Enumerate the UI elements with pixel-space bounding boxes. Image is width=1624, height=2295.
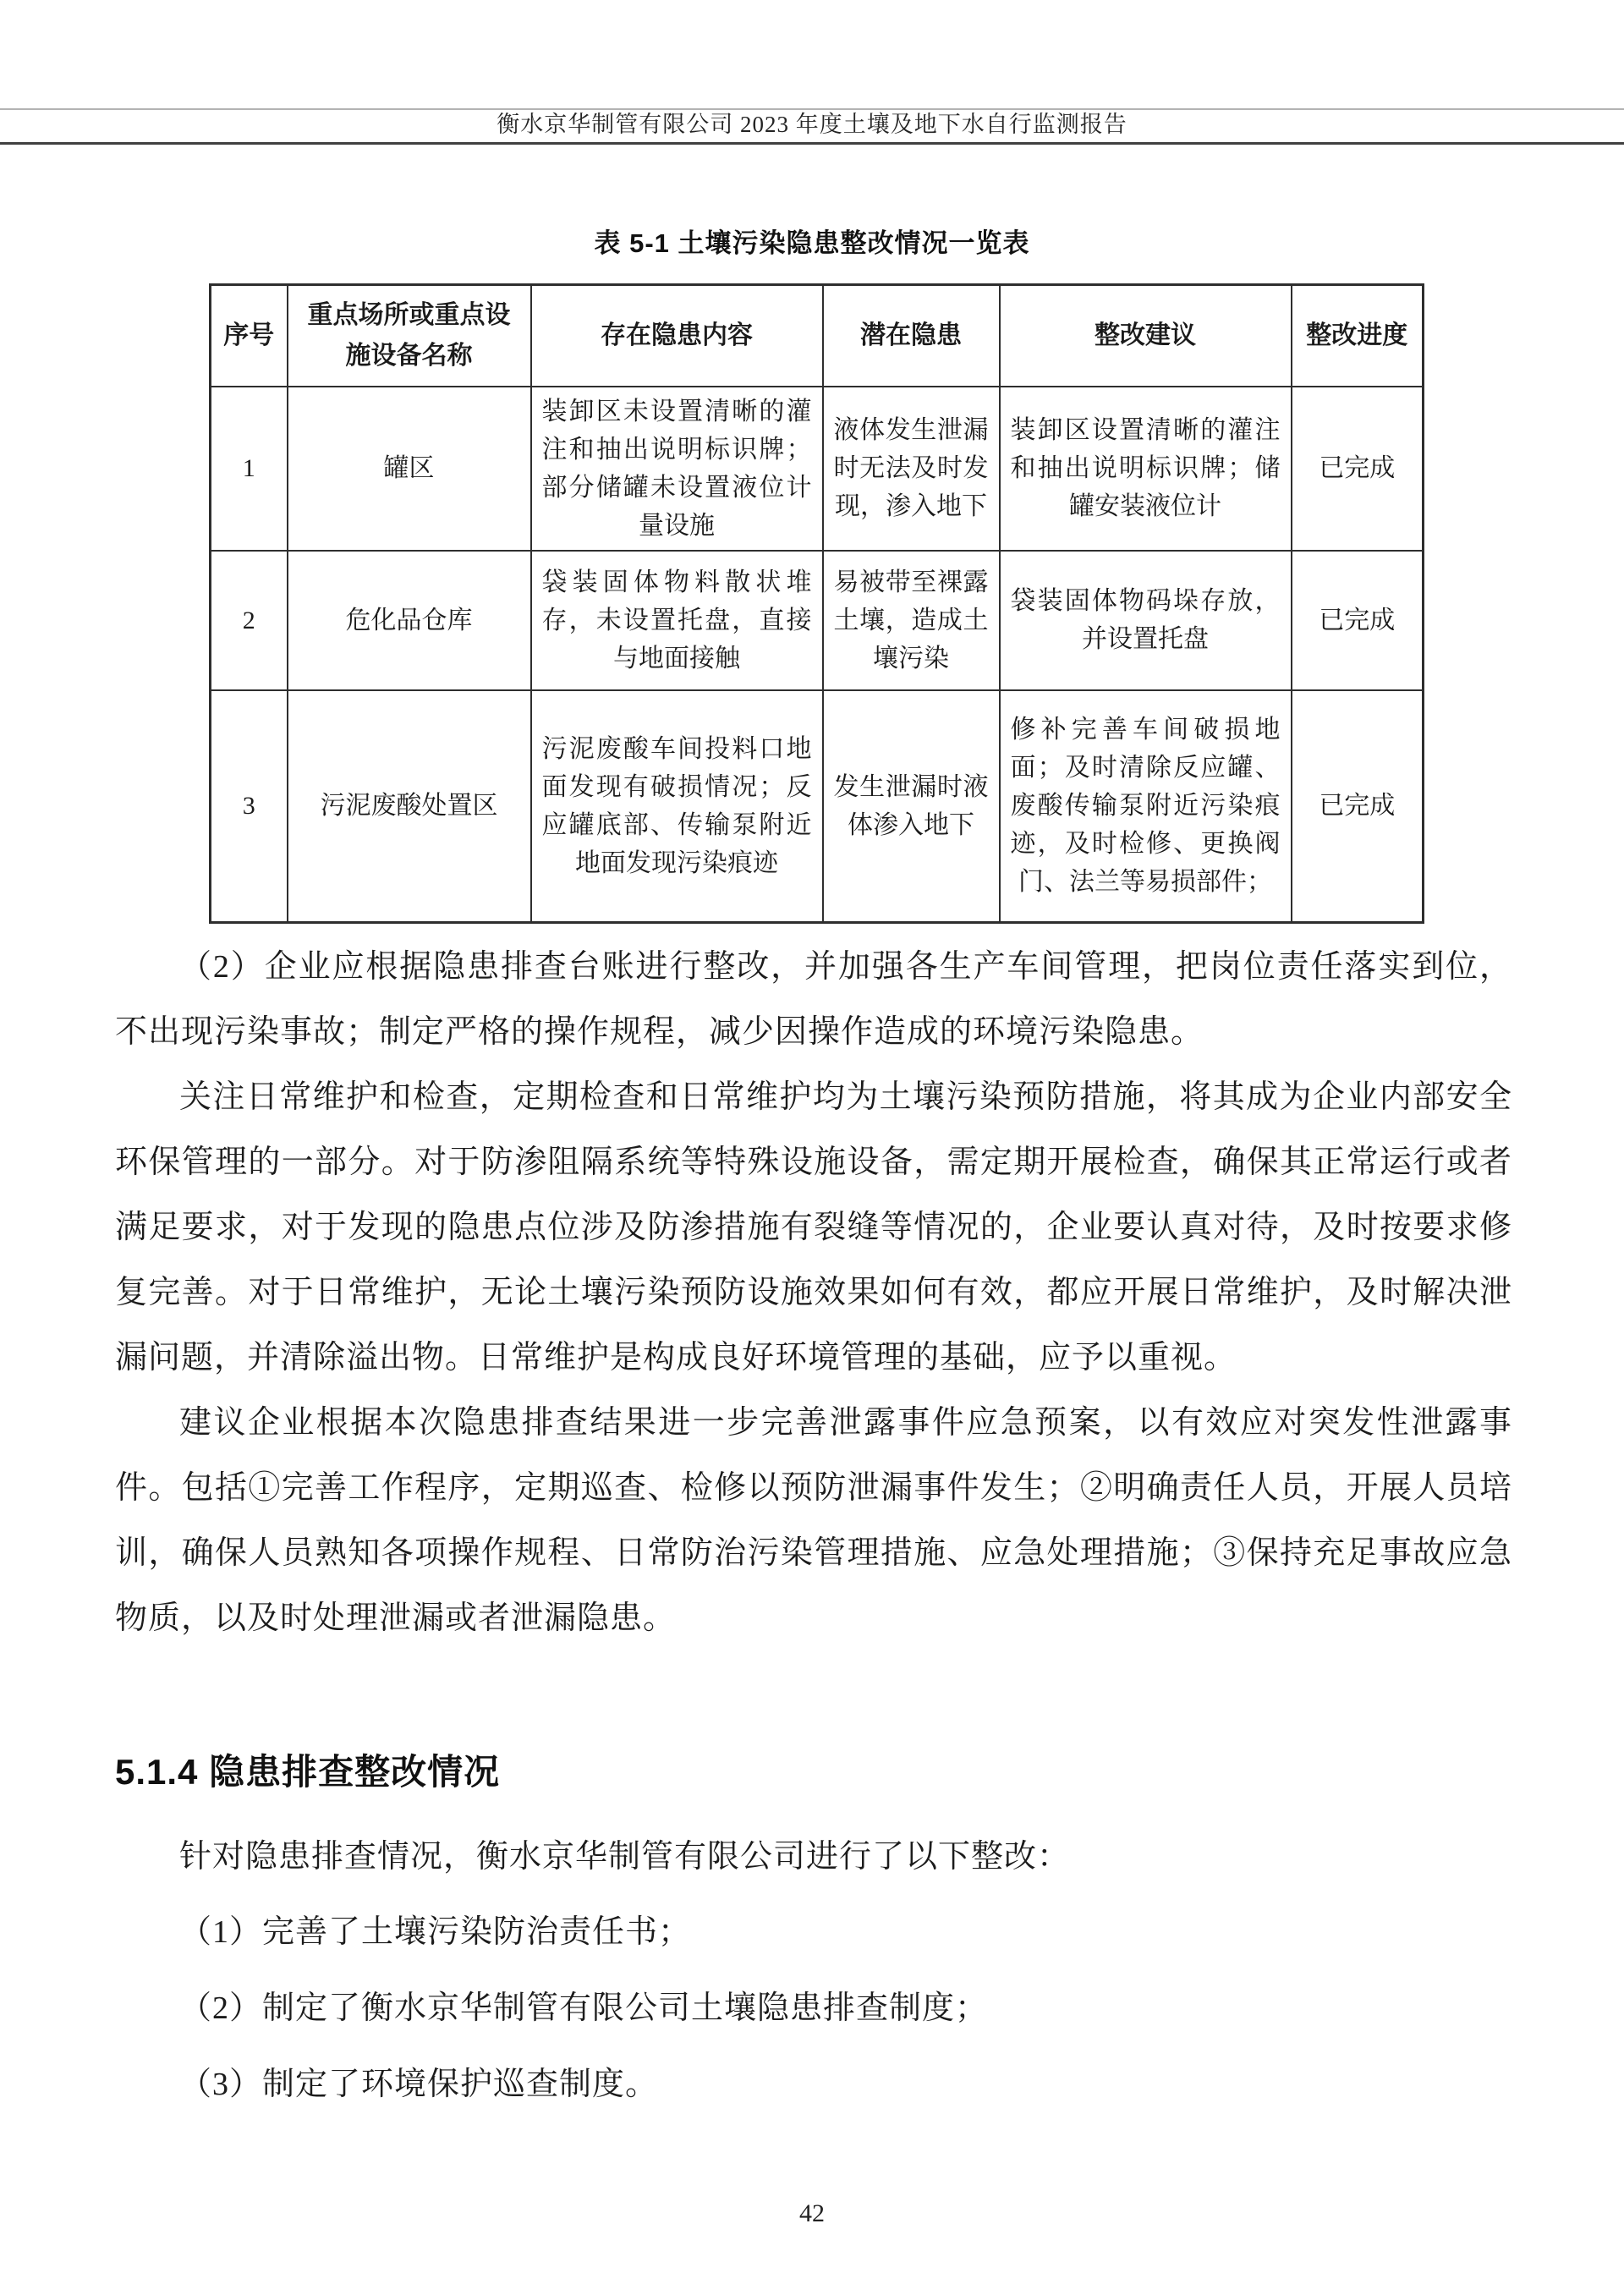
paragraph: 建议企业根据本次隐患排查结果进一步完善泄露事件应急预案，以有效应对突发性泄露事件。包括①完善工作程序，定期巡查、检修以预防泄漏事件发生；②明确责任人员，开展人员培训，确保人员熟知各项操作规程、日常防治污染管理措施、应急处理措施；③保持充足事故应急物质，以及时处理泄漏或者泄漏隐患。 <box>115 1405 1512 1636</box>
cell-no: 1 <box>211 387 288 551</box>
table-row <box>211 690 1424 923</box>
col-header-suggestion: 整改建议 <box>1000 285 1292 387</box>
cell-suggestion: 装卸区设置清晰的灌注和抽出说明标识牌；储罐安装液位计 <box>1000 387 1292 551</box>
cell-potential-hazard: 液体发生泄漏时无法及时发现，渗入地下 <box>823 387 1000 551</box>
section-content <box>115 1826 1512 2129</box>
hazard-rectification-table <box>209 283 1424 924</box>
list-item: （1）完善了土壤污染防治责任书； <box>179 1914 692 1950</box>
cell-suggestion: 修补完善车间破损地面；及时清除反应罐、废酸传输泵附近污染痕迹，及时检修、更换阀门、法兰等易损部件； <box>1000 690 1292 923</box>
section-heading: 5.1.4 隐患排查整改情况 <box>115 1752 501 1792</box>
running-header-title: 衡水京华制管有限公司 2023 年度土壤及地下水自行监测报告 <box>497 112 1127 137</box>
cell-no: 3 <box>211 690 288 923</box>
cell-progress: 已完成 <box>1292 551 1424 690</box>
cell-suggestion: 袋装固体物码垛存放，并设置托盘 <box>1000 551 1292 690</box>
body-text <box>115 935 1512 1651</box>
running-header <box>0 108 1624 145</box>
col-header-no: 序号 <box>211 285 288 387</box>
col-header-location: 重点场所或重点设施设备名称 <box>288 285 531 387</box>
cell-no: 2 <box>211 551 288 690</box>
page-number: 42 <box>799 2199 825 2227</box>
col-header-potential-hazard: 潜在隐患 <box>823 285 1000 387</box>
cell-potential-hazard: 发生泄漏时液体渗入地下 <box>823 690 1000 923</box>
table-header-row <box>211 285 1424 387</box>
paragraph: 关注日常维护和检查，定期检查和日常维护均为土壤污染预防措施，将其成为企业内部安全环保管理的一部分。对于防渗阻隔系统等特殊设施设备，需定期开展检查，确保其正常运行或者满足要求，对于发现的隐患点位涉及防渗措施有裂缝等情况的，企业要认真对待，及时按要求修复完善。对于日常维护，无论土壤污染预防设施效果如何有效，都应开展日常维护，及时解决泄漏问题，并清除溢出物。日常维护是构成良好环境管理的基础，应予以重视。 <box>115 1079 1512 1375</box>
list-item: （2）制定了衡水京华制管有限公司土壤隐患排查制度； <box>179 1990 989 2026</box>
table-row <box>211 387 1424 551</box>
cell-potential-hazard: 易被带至裸露土壤，造成土壤污染 <box>823 551 1000 690</box>
cell-location: 罐区 <box>288 387 531 551</box>
cell-hazard-content: 袋装固体物料散状堆存，未设置托盘，直接与地面接触 <box>531 551 823 690</box>
col-header-progress: 整改进度 <box>1292 285 1424 387</box>
cell-progress: 已完成 <box>1292 387 1424 551</box>
cell-hazard-content: 装卸区未设置清晰的灌注和抽出说明标识牌；部分储罐未设置液位计量设施 <box>531 387 823 551</box>
table-row <box>211 551 1424 690</box>
table-title: 表 5-1 土壤污染隐患整改情况一览表 <box>594 228 1030 258</box>
col-header-hazard-content: 存在隐患内容 <box>531 285 823 387</box>
list-item: （3）制定了环境保护巡查制度。 <box>179 2067 659 2102</box>
cell-location: 污泥废酸处置区 <box>288 690 531 923</box>
cell-hazard-content: 污泥废酸车间投料口地面发现有破损情况；反应罐底部、传输泵附近地面发现污染痕迹 <box>531 690 823 923</box>
cell-progress: 已完成 <box>1292 690 1424 923</box>
section-intro: 针对隐患排查情况，衡水京华制管有限公司进行了以下整改： <box>179 1839 1071 1875</box>
paragraph: （2）企业应根据隐患排查台账进行整改，并加强各生产车间管理，把岗位责任落实到位，不出现污染事故；制定严格的操作规程，减少因操作造成的环境污染隐患。 <box>115 949 1512 1050</box>
cell-location: 危化品仓库 <box>288 551 531 690</box>
